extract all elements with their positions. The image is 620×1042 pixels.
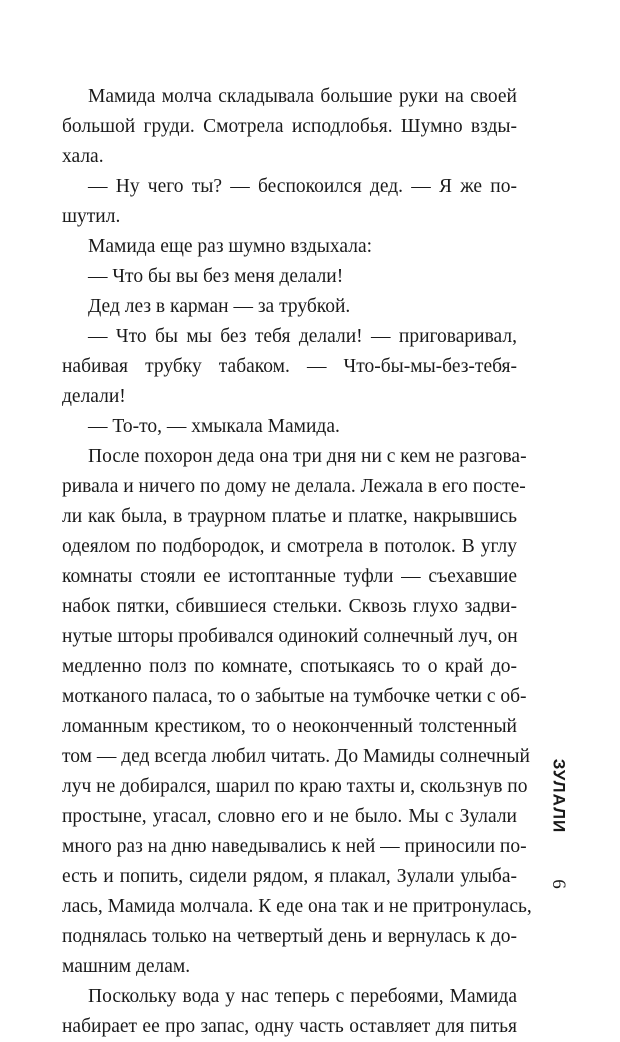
text-line: ломанным крестиком, то о неоконченный толстенный: [62, 716, 517, 737]
text-line: поднялась только на четвертый день и вернулась к до-: [62, 926, 517, 947]
text-line: шутил.: [62, 206, 121, 227]
text-line: Мамида молча складывала большие руки на своей: [88, 86, 517, 107]
text-line: делали!: [62, 386, 126, 407]
text-line: Поскольку вода у нас теперь с перебоями, Мамида: [88, 986, 517, 1007]
text-line: есть и попить, сидели рядом, я плакал, Зулали улыба-: [62, 866, 517, 887]
running-head-text: ЗУЛАЛИ: [549, 758, 568, 834]
text-line: том — дед всегда любил читать. До Мамиды солнечный: [62, 746, 530, 767]
text-line: простыне, угасал, словно его и не было. Мы с Зулали: [62, 806, 517, 827]
text-line: комнаты стояли ее истоптанные туфли — съехавшие: [62, 566, 517, 587]
text-line: луч не добирался, шарил по краю тахты и, скользнув по: [62, 776, 528, 797]
text-line: машним делам.: [62, 956, 191, 977]
text-line: медленно полз по комнате, спотыкаясь то о край до-: [62, 656, 517, 677]
text-line: большой груди. Смотрела исподлобья. Шумно взды-: [62, 116, 517, 137]
text-line: ривала и ничего по дому не делала. Лежала в его посте-: [62, 476, 526, 497]
text-line: Дед лез в карман — за трубкой.: [88, 296, 351, 317]
body-text: [62, 82, 532, 1042]
text-line: ли как была, в траурном платье и платке, накрывшись: [62, 506, 517, 527]
page-number: [540, 866, 576, 902]
text-line: хала.: [62, 146, 104, 167]
text-line: мотканого паласа, то о забытые на тумбочке четки с об-: [62, 686, 527, 707]
text-line: лась, Мамида молчала. К еде она так и не притронулась,: [62, 896, 532, 917]
text-line: набок пятки, сбившиеся стельки. Сквозь глухо задви-: [62, 596, 517, 617]
page-number-text: 6: [548, 879, 569, 889]
text-line: — Что бы мы без тебя делали! — приговаривал,: [88, 326, 517, 347]
text-line: много раз на дню наведывались к ней — приносили по-: [62, 836, 527, 857]
text-line: нутые шторы пробивался одинокий солнечный луч, он: [62, 626, 518, 647]
running-head: [528, 758, 588, 834]
text-line: набивая трубку табаком. — Что-бы-мы-без-тебя-: [62, 356, 517, 377]
text-line: После похорон деда она три дня ни с кем не разгова-: [88, 446, 527, 467]
text-line: — Ну чего ты? — беспокоился дед. — Я же по-: [88, 176, 517, 197]
text-line: — То-то, — хмыкала Мамида.: [88, 416, 340, 437]
text-line: одеялом по подбородок, и смотрела в потолок. В углу: [62, 536, 517, 557]
text-line: набирает ее про запас, одну часть оставляет для питья: [62, 1016, 517, 1037]
text-line: — Что бы вы без меня делали!: [88, 266, 344, 287]
text-line: Мамида еще раз шумно вздыхала:: [88, 236, 373, 257]
